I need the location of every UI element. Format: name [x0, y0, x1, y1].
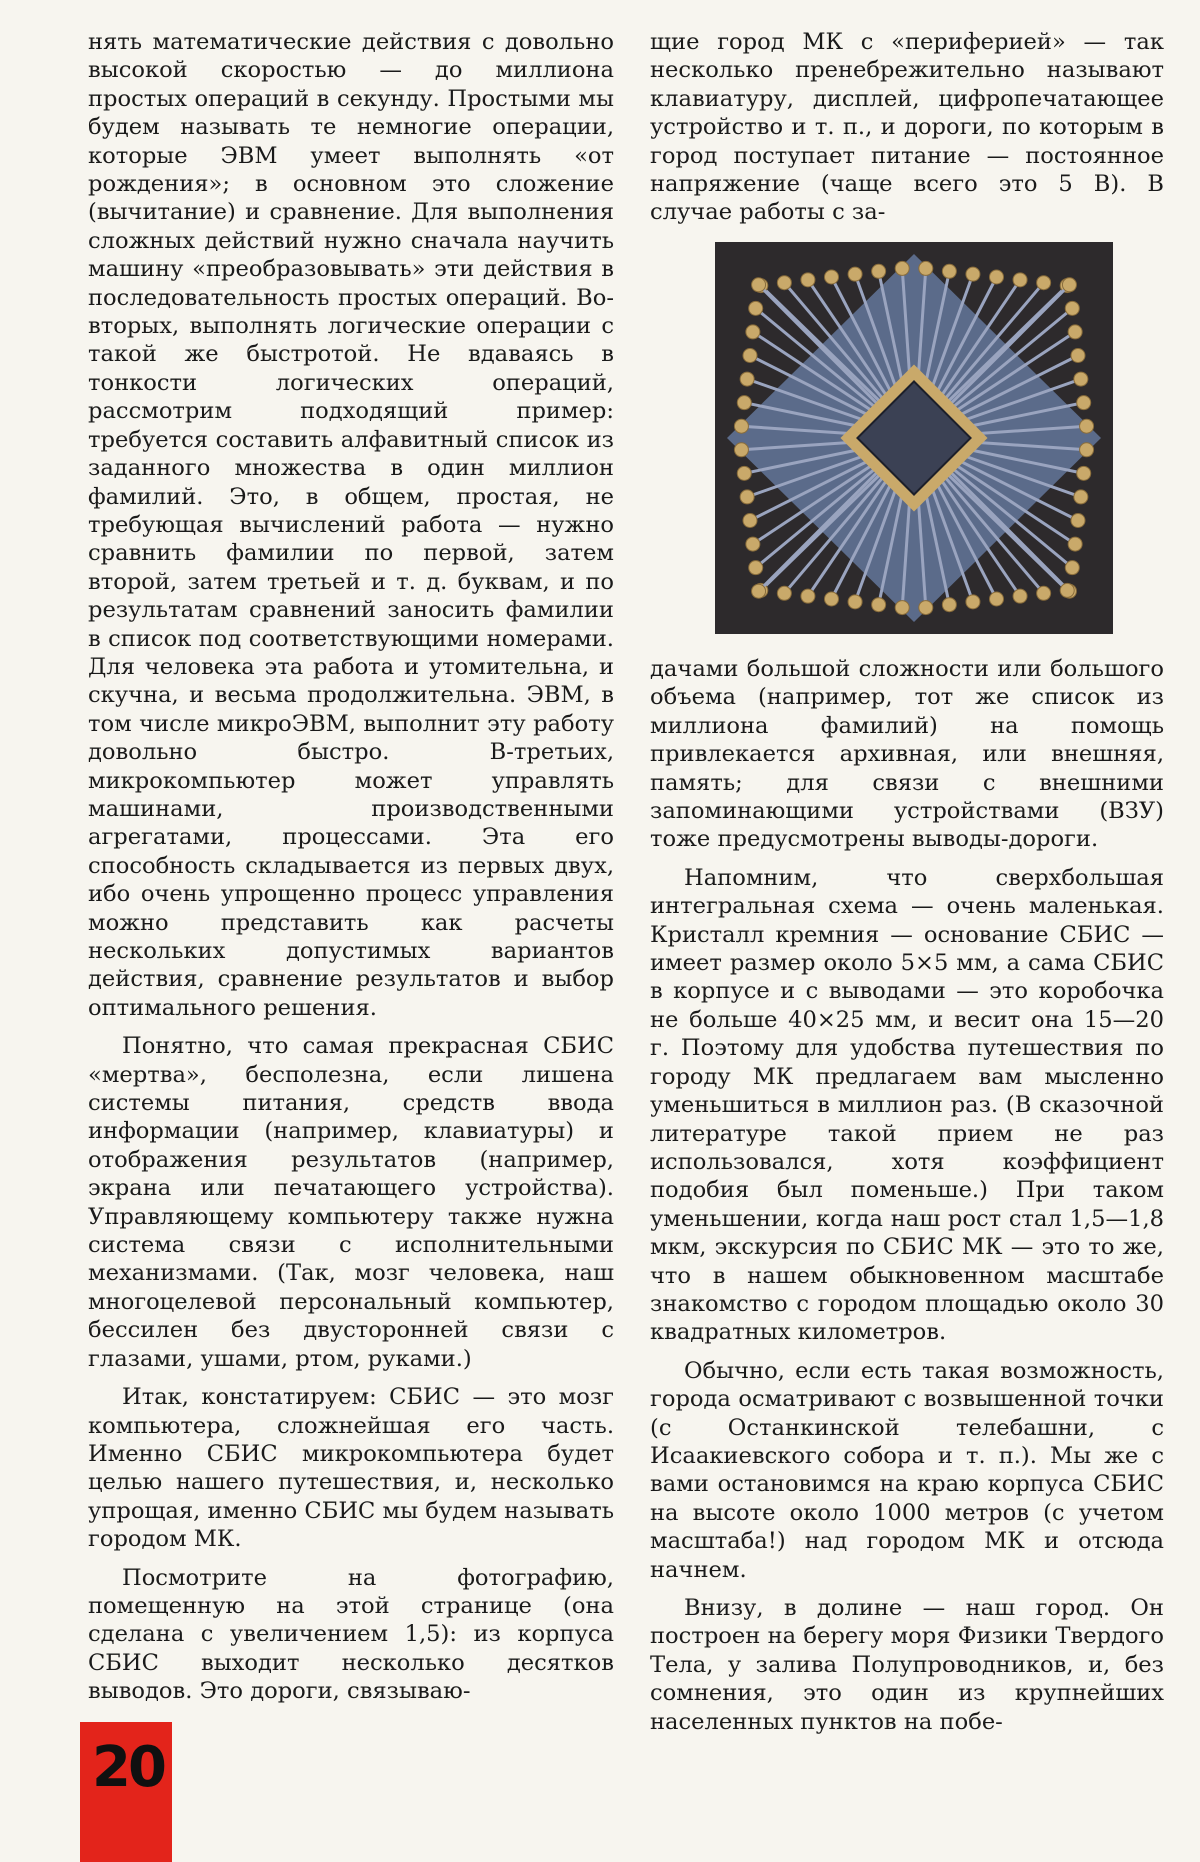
paragraph: Понятно, что самая прекрасная СБИС «мертва», бесполезна, если лишена системы питания, средств ввода информации (например, клавиатуры) и отображения результатов (например, экрана или печатающего устройства). Управляющему компьютеру также нужна система связи с исполнительными механизмами. (Так, мозг человека, наш многоцелевой персональный компьютер, бессилен без двусторонней связи с глазами, ушами, ртом, руками.) — [88, 1033, 614, 1372]
page-number: 20 — [92, 1735, 164, 1800]
paragraph: Напомним, что сверхбольшая интегральная схема — очень маленькая. Кристалл кремния — основание СБИС — имеет размер около 5×5 мм, а сама СБИС в корпусе и с выводами — это коробочка не больше 40×25 мм, и весит она 15—20 г. Поэтому для удобства путешествия по городу МК предлагаем вам мысленно уменьшиться в миллион раз. (В сказочной литературе такой прием не раз использовался, хотя коэффициент подобия был поменьше.) При таком уменьшении, когда наш рост стал 1,5—1,8 мкм, экскурсия по СБИС МК — это то же, что в нашем обыкновенном масштабе знакомство с городом площадью около 30 квадратных километров. — [650, 864, 1164, 1346]
paragraph: щие город МК с «периферией» — так несколько пренебрежительно называют клавиатуру, дисплей, цифропечатающее устройство и т. п., и дороги, по которым в город поступает питание — постоянное напряжение (чаще всего это 5 В). В случае работы с за- — [650, 29, 1164, 226]
paragraph: Итак, констатируем: СБИС — это мозг компьютера, сложнейшая его часть. Именно СБИС микрокомпьютера будет целью нашего путешествия, и, несколько упрощая, именно СБИС мы будем называть городом МК. — [88, 1384, 614, 1553]
right-column-bottom — [650, 655, 1164, 1746]
paragraph: Внизу, в долине — наш город. Он построен на берегу моря Физики Твердого Тела, у залива Полупроводников, и, без сомнения, это один из крупнейших населенных пунктов на побе- — [650, 1595, 1164, 1735]
right-column-top — [650, 28, 1164, 237]
paragraph: Посмотрите на фотографию, помещенную на этой странице (она сделана с увеличением 1,5): из корпуса СБИС выходит несколько десятков выводов. Это дороги, связываю- — [88, 1564, 614, 1705]
left-column — [88, 28, 614, 1716]
paragraph: нять математические действия с довольно высокой скоростью — до миллиона простых операций в секунду. Простыми мы будем называть те немногие операции, которые ЭВМ умеет выполнять «от рождения»; в основном это сложение (вычитание) и сравнение. Для выполнения сложных действий нужно сначала научить машину «преобразовывать» эти действия в последовательность простых операций. Во-вторых, выполнять логические операции с такой же быстротой. Не вдаваясь в тонкости логических операций, рассмотрим подходящий пример: требуется составить алфавитный список из заданного множества в один миллион фамилий. Это, в общем, простая, не требующая вычислений работа — нужно сравнить фамилии по первой, затем второй, затем третьей и т. д. буквам, и по результатам сравнений заносить фамилии в список под соответствующими номерами. Для человека эта работа и утомительна, и скучна, и весьма продолжительна. ЭВМ, в том числе микроЭВМ, выполнит эту работу довольно быстро. В-третьих, микрокомпьютер может управлять машинами, производственными агрегатами, процессами. Эта его способность складывается из первых двух, ибо очень упрощенно процесс управления можно представить как расчеты нескольких допустимых вариантов действия, сравнение результатов и выбор оптимального решения. — [88, 29, 614, 1021]
chip-photo — [715, 242, 1113, 634]
paragraph: Обычно, если есть такая возможность, города осматривают с возвышенной точки (с Останкинской телебашни, с Исаакиевского собора и т. п.). Мы же с вами остановимся на краю корпуса СБИС на высоте около 1000 метров (с учетом масштаба!) над городом МК и отсюда начнем. — [650, 1357, 1164, 1583]
chip-photo-icon — [715, 242, 1113, 634]
paragraph: дачами большой сложности или большого объема (например, тот же список из миллиона фамилий) на помощь привлекается архивная, или внешняя, память; для связи с внешними запоминающими устройствами (ВЗУ) тоже предусмотрены выводы-дороги. — [650, 656, 1164, 853]
